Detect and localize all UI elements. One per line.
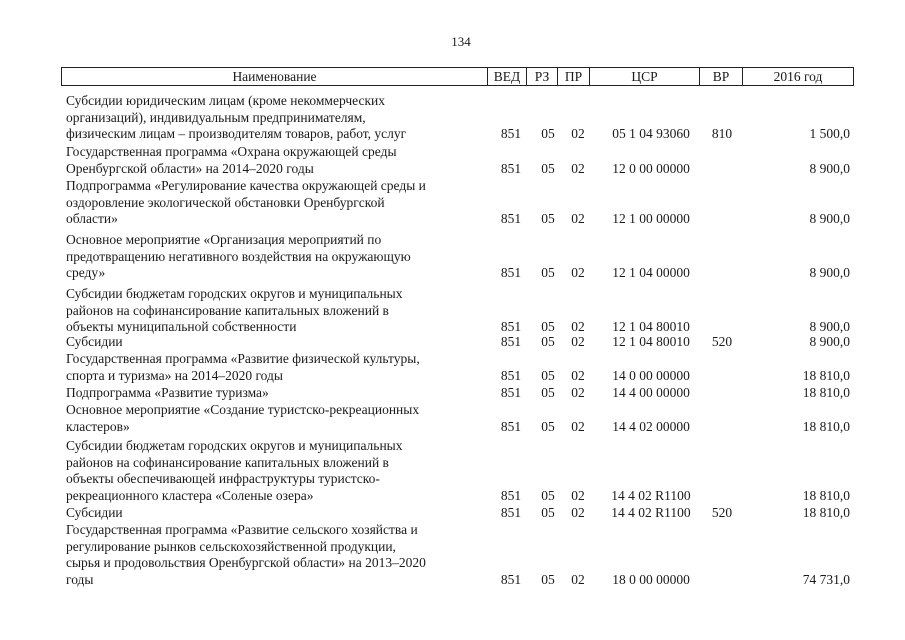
row-name-line: Субсидии юридическим лицам (кроме некоммерческих: [66, 93, 386, 108]
row-rz: 05: [541, 211, 555, 226]
row-rz: 05: [541, 418, 555, 434]
table-row: [0, 351, 905, 384]
row-name-line: районов на софинансирование капитальных вложений в: [66, 454, 389, 470]
row-csr: 12 1 04 80010: [612, 319, 690, 334]
row-name-line: Подпрограмма «Развитие туризма»: [66, 385, 269, 400]
row-name: [66, 286, 486, 336]
row-csr: 14 4 02 R1100: [611, 487, 691, 503]
row-name-line: Подпрограмма «Регулирование качества окружающей среды и: [66, 178, 426, 193]
header-vr: ВР: [699, 68, 742, 85]
header-pr: ПР: [557, 68, 589, 85]
row-ved: 851: [500, 487, 522, 503]
row-name-line: Государственная программа «Развитие физической культуры,: [66, 351, 420, 366]
row-name-line: среду»: [66, 265, 106, 280]
row-sum: 18 810,0: [802, 505, 850, 520]
row-rz: 05: [541, 319, 555, 334]
row-rz: 05: [541, 160, 555, 176]
row-csr: 14 4 00 00000: [612, 385, 690, 400]
row-name-line: предотвращению негативного воздействия на окружающую: [66, 248, 411, 264]
row-name-line: Субсидии: [66, 334, 123, 349]
row-vr: 520: [711, 505, 733, 520]
row-rz: 05: [541, 505, 555, 520]
table-row: [0, 438, 905, 504]
row-sum: 8 900,0: [809, 334, 850, 349]
header-name: Наименование: [232, 69, 317, 84]
row-sum: 18 810,0: [802, 367, 850, 383]
row-sum: 8 900,0: [809, 319, 850, 334]
table-row: [0, 505, 905, 522]
row-pr: 02: [571, 265, 585, 280]
row-pr: 02: [571, 160, 585, 176]
row-name: [66, 438, 486, 504]
row-pr: 02: [571, 319, 585, 334]
row-sum: 18 810,0: [802, 418, 850, 434]
row-sum: 1 500,0: [809, 126, 850, 141]
row-pr: 02: [571, 418, 585, 434]
row-name-line: Субсидии бюджетам городских округов и муниципальных: [66, 438, 403, 453]
row-ved: 851: [500, 211, 522, 226]
header-rz: РЗ: [526, 68, 557, 85]
row-rz: 05: [541, 367, 555, 383]
table-row: [0, 144, 905, 177]
row-name-line: годы: [66, 571, 94, 587]
row-sum: 74 731,0: [802, 571, 850, 587]
row-ved: 851: [500, 367, 522, 383]
row-name: [66, 93, 486, 143]
row-ved: 851: [500, 505, 522, 520]
table-row: [0, 334, 905, 351]
row-name-line: Основное мероприятие «Организация мероприятий по: [66, 232, 382, 247]
table-row: [0, 402, 905, 435]
row-name: [66, 144, 486, 177]
row-rz: 05: [541, 334, 555, 349]
row-name-line: области»: [66, 211, 118, 226]
row-name-line: организаций), индивидуальным предпринимателям,: [66, 109, 366, 125]
row-name: [66, 178, 486, 228]
row-csr: 14 0 00 00000: [612, 367, 690, 383]
row-name-line: объекты муниципальной собственности: [66, 319, 297, 334]
header-year: 2016 год: [742, 68, 853, 85]
row-sum: 18 810,0: [802, 385, 850, 400]
page-number: 134: [451, 34, 471, 49]
row-pr: 02: [571, 211, 585, 226]
row-ved: 851: [500, 418, 522, 434]
row-csr: 05 1 04 93060: [612, 126, 690, 141]
row-name-line: Основное мероприятие «Создание туристско-рекреационных: [66, 402, 420, 417]
row-rz: 05: [541, 487, 555, 503]
row-rz: 05: [541, 385, 555, 400]
row-name: [66, 351, 486, 384]
row-ved: 851: [500, 385, 522, 400]
row-pr: 02: [571, 385, 585, 400]
row-csr: 12 1 04 00000: [612, 265, 690, 280]
row-sum: 8 900,0: [809, 160, 850, 176]
row-pr: 02: [571, 367, 585, 383]
row-sum: 8 900,0: [809, 211, 850, 226]
header-ved: ВЕД: [487, 68, 526, 85]
row-name: [66, 385, 486, 402]
row-name-line: кластеров»: [66, 418, 130, 434]
row-csr: 12 1 00 00000: [612, 211, 690, 226]
row-name-line: Государственная программа «Развитие сельского хозяйства и: [66, 522, 418, 537]
row-name-line: физическим лицам – производителям товаров, работ, услуг: [66, 126, 407, 141]
row-name: [66, 505, 486, 522]
row-sum: 18 810,0: [802, 487, 850, 503]
row-pr: 02: [571, 487, 585, 503]
row-name-line: Государственная программа «Охрана окружающей среды: [66, 144, 397, 159]
row-csr: 14 4 02 00000: [612, 418, 690, 434]
row-name-line: регулирование рынков сельскохозяйственной продукции,: [66, 538, 396, 554]
row-ved: 851: [500, 160, 522, 176]
table-row: [0, 232, 905, 282]
row-pr: 02: [571, 126, 585, 141]
row-ved: 851: [500, 571, 522, 587]
row-name-line: объекты обеспечивающей инфраструктуры туристско-: [66, 471, 380, 486]
row-rz: 05: [541, 265, 555, 280]
row-csr: 12 0 00 00000: [612, 160, 690, 176]
row-name-line: Субсидии бюджетам городских округов и муниципальных: [66, 286, 403, 301]
table-row: [0, 286, 905, 336]
row-name-line: сырья и продовольствия Оренбургской области» на 2013–2020: [66, 555, 426, 570]
row-vr: 520: [711, 334, 733, 349]
row-rz: 05: [541, 126, 555, 141]
row-pr: 02: [571, 505, 585, 520]
header-csr: ЦСР: [589, 68, 699, 85]
row-ved: 851: [500, 319, 522, 334]
row-name: [66, 334, 486, 351]
row-csr: 14 4 02 R1100: [611, 505, 691, 520]
row-sum: 8 900,0: [809, 265, 850, 280]
table-row: [0, 93, 905, 143]
row-name-line: спорта и туризма» на 2014–2020 годы: [66, 367, 283, 383]
row-name-line: Оренбургской области» на 2014–2020 годы: [66, 160, 314, 176]
row-csr: 18 0 00 00000: [612, 571, 690, 587]
row-ved: 851: [500, 265, 522, 280]
row-pr: 02: [571, 571, 585, 587]
row-vr: 810: [711, 126, 733, 141]
row-name: [66, 522, 486, 588]
row-ved: 851: [500, 126, 522, 141]
table-row: [0, 178, 905, 228]
table-header: [61, 67, 854, 86]
table-row: [0, 385, 905, 402]
row-rz: 05: [541, 571, 555, 587]
row-name-line: рекреационного кластера «Соленые озера»: [66, 487, 314, 503]
row-name: [66, 402, 486, 435]
table-row: [0, 522, 905, 588]
row-csr: 12 1 04 80010: [612, 334, 690, 349]
row-name: [66, 232, 486, 282]
row-name-line: оздоровление экологической обстановки Оренбургской: [66, 194, 385, 210]
row-ved: 851: [500, 334, 522, 349]
row-name-line: Субсидии: [66, 505, 123, 520]
row-pr: 02: [571, 334, 585, 349]
row-name-line: районов на софинансирование капитальных вложений в: [66, 302, 389, 318]
